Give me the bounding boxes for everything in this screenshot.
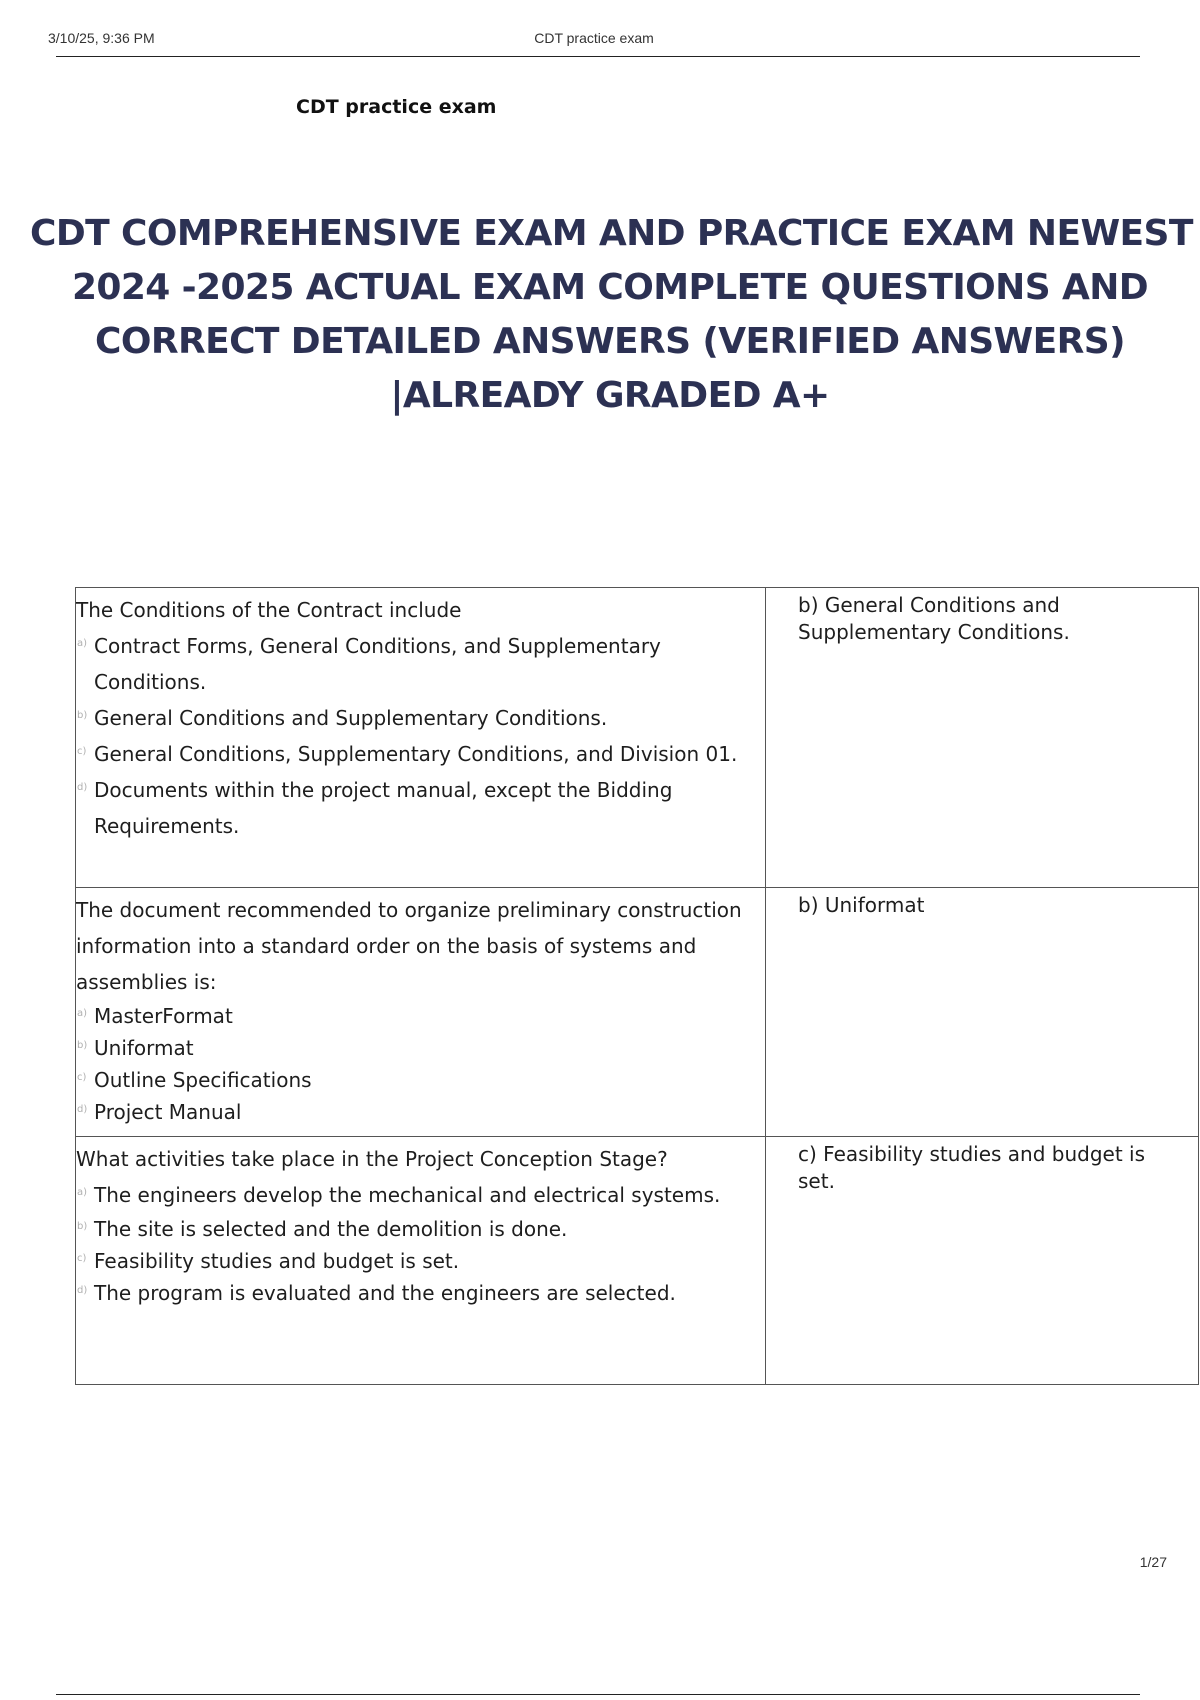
question-text: What activities take place in the Project Conception Stage? [76, 1147, 668, 1171]
footer-divider [56, 1694, 1140, 1695]
option-letter: a) [77, 638, 88, 649]
question-cell [76, 1137, 766, 1385]
answer-cell: b) General Conditions and Supplementary Conditions. [766, 588, 1199, 888]
question-text: The Conditions of the Contract include [76, 598, 462, 622]
answer-option [76, 1032, 765, 1064]
option-letter: b) [77, 1221, 88, 1232]
answer-option [76, 700, 765, 736]
option-text: Feasibility studies and budget is set. [94, 1249, 460, 1273]
answer-option [76, 1213, 765, 1245]
header-doc-title: CDT practice exam [534, 30, 654, 46]
table-row [76, 1137, 1199, 1385]
answer-option [76, 1245, 765, 1277]
option-letter: b) [77, 1040, 88, 1051]
title-line: 2024 -2025 ACTUAL EXAM COMPLETE QUESTIONS AND [71, 267, 1149, 308]
header-divider [56, 56, 1140, 57]
document-title [30, 207, 1193, 423]
option-text: MasterFormat [94, 1004, 233, 1028]
question-answer-table [75, 587, 1199, 1385]
option-letter: d) [77, 1104, 88, 1115]
table-row [76, 888, 1199, 1137]
option-text: General Conditions and Supplementary Conditions. [94, 706, 608, 730]
answer-option [76, 1064, 765, 1096]
title-line: CDT COMPREHENSIVE EXAM AND PRACTICE EXAM NEWEST [30, 213, 1193, 254]
option-text: General Conditions, Supplementary Conditions, and Division 01. [94, 742, 738, 766]
question-text: The document recommended to organize preliminary construction information into a standard order on the basis of systems and assemblies is: [76, 898, 742, 994]
option-text: Outline Specifications [94, 1068, 312, 1092]
answer-cell: c) Feasibility studies and budget is set. [766, 1137, 1199, 1385]
option-letter: c) [77, 1253, 87, 1264]
option-letter: d) [77, 1285, 88, 1296]
document-subtitle: CDT practice exam [296, 96, 497, 118]
option-text: Uniformat [94, 1036, 194, 1060]
page-number: 1/27 [1139, 1554, 1167, 1570]
title-line: CORRECT DETAILED ANSWERS (VERIFIED ANSWERS) [95, 321, 1125, 362]
option-letter: b) [77, 710, 88, 721]
option-text: Contract Forms, General Conditions, and Supplementary Conditions. [94, 634, 661, 694]
option-letter: c) [77, 1072, 87, 1083]
answer-option [76, 628, 765, 700]
title-line: |ALREADY GRADED A+ [390, 375, 830, 416]
option-text: The site is selected and the demolition is done. [94, 1217, 568, 1241]
print-datetime: 3/10/25, 9:36 PM [48, 30, 155, 46]
option-letter: a) [77, 1187, 88, 1198]
answer-option [76, 736, 765, 772]
question-cell [76, 888, 766, 1137]
answer-option [76, 1177, 765, 1213]
question-cell [76, 588, 766, 888]
option-text: Documents within the project manual, except the Bidding Requirements. [94, 778, 673, 838]
option-text: The engineers develop the mechanical and electrical systems. [94, 1183, 721, 1207]
answer-cell: b) Uniformat [766, 888, 1199, 1137]
option-text: Project Manual [94, 1100, 242, 1124]
option-letter: a) [77, 1008, 88, 1019]
answer-option [76, 1000, 765, 1032]
answer-option [76, 1096, 765, 1128]
table-row [76, 588, 1199, 888]
option-letter: c) [77, 746, 87, 757]
answer-option [76, 1277, 765, 1309]
option-letter: d) [77, 782, 88, 793]
answer-option [76, 772, 765, 844]
option-text: The program is evaluated and the engineers are selected. [94, 1281, 676, 1305]
